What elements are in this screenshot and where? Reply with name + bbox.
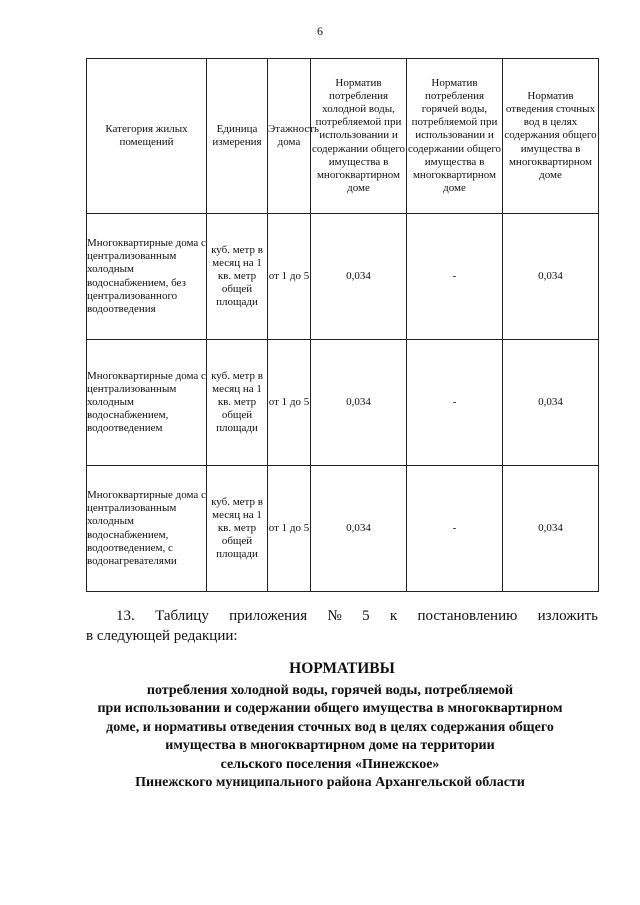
- row-floors: от 1 до 5: [268, 340, 311, 466]
- row-unit: куб. метр в месяц на 1 кв. метр общей площади: [207, 466, 268, 592]
- paragraph-word: к: [389, 608, 398, 624]
- row-floors: от 1 до 5: [268, 466, 311, 592]
- row-cold-value: 0,034: [311, 466, 407, 592]
- norms-table: [86, 58, 599, 592]
- row-sewer-value: 0,034: [503, 340, 599, 466]
- header-unit: Единица измерения: [207, 59, 268, 214]
- row-cold-value: 0,034: [311, 214, 407, 340]
- table-row: [87, 466, 599, 592]
- norms-subtitle-line: имущества в многоквартирном доме на территории: [165, 738, 495, 754]
- paragraph-13: [86, 606, 598, 647]
- paragraph-word: изложить: [537, 608, 598, 624]
- row-unit: куб. метр в месяц на 1 кв. метр общей площади: [207, 340, 268, 466]
- table-row: [87, 340, 599, 466]
- row-category: Многоквартирные дома с централизованным холодным водоснабжением, без централизованного водоотведения: [87, 214, 207, 340]
- header-sewage: Норматив отведения сточных вод в целях содержания общего имущества в многоквартирном доме: [503, 59, 599, 214]
- row-unit: куб. метр в месяц на 1 кв. метр общей площади: [207, 214, 268, 340]
- table-row: [87, 214, 599, 340]
- row-sewer-value: 0,034: [503, 214, 599, 340]
- norms-subtitle-line: потребления холодной воды, горячей воды, потребляемой: [146, 683, 514, 698]
- page-number: 6: [317, 24, 323, 38]
- paragraph-word: 5: [362, 608, 370, 624]
- row-category: Многоквартирные дома с централизованным холодным водоснабжением, водоотведением: [87, 340, 207, 466]
- header-cold-water: Норматив потребления холодной воды, потребляемой при использовании и содержании общего имущества в многоквартирном доме: [311, 59, 407, 214]
- paragraph-word: Таблицу: [155, 608, 209, 624]
- row-cold-value: 0,034: [311, 340, 407, 466]
- header-category: Категория жилых помещений: [87, 59, 207, 214]
- norms-subtitle-line: сельского поселения «Пинежское»: [220, 756, 440, 772]
- paragraph-line-1: [86, 606, 598, 626]
- paragraph-line-2: в следующей редакции:: [86, 628, 238, 645]
- table-header-row: [87, 59, 599, 214]
- norms-title: НОРМАТИВЫ: [289, 660, 395, 677]
- paragraph-word: №: [327, 608, 342, 624]
- norms-subtitle-line: Пинежского муниципального района Архангельской области: [135, 775, 525, 791]
- header-hot-water: Норматив потребления горячей воды, потребляемой при использовании и содержании общего имущества в многоквартирном доме: [407, 59, 503, 214]
- row-hot-value: -: [407, 214, 503, 340]
- row-category: Многоквартирные дома с централизованным холодным водоснабжением, водоотведением, с водонагревателями: [87, 466, 207, 592]
- norms-subtitle: [60, 682, 600, 793]
- norms-subtitle-line: доме, и нормативы отведения сточных вод в целях содержания общего: [106, 719, 554, 735]
- row-hot-value: -: [407, 466, 503, 592]
- paragraph-word: приложения: [229, 608, 308, 624]
- norms-subtitle-line: при использовании и содержании общего имущества в многоквартирном: [97, 701, 563, 717]
- paragraph-word: постановлению: [417, 608, 518, 624]
- row-floors: от 1 до 5: [268, 214, 311, 340]
- header-floors: Этажность дома: [268, 59, 311, 214]
- row-hot-value: -: [407, 340, 503, 466]
- paragraph-number: 13.: [116, 608, 135, 624]
- row-sewer-value: 0,034: [503, 466, 599, 592]
